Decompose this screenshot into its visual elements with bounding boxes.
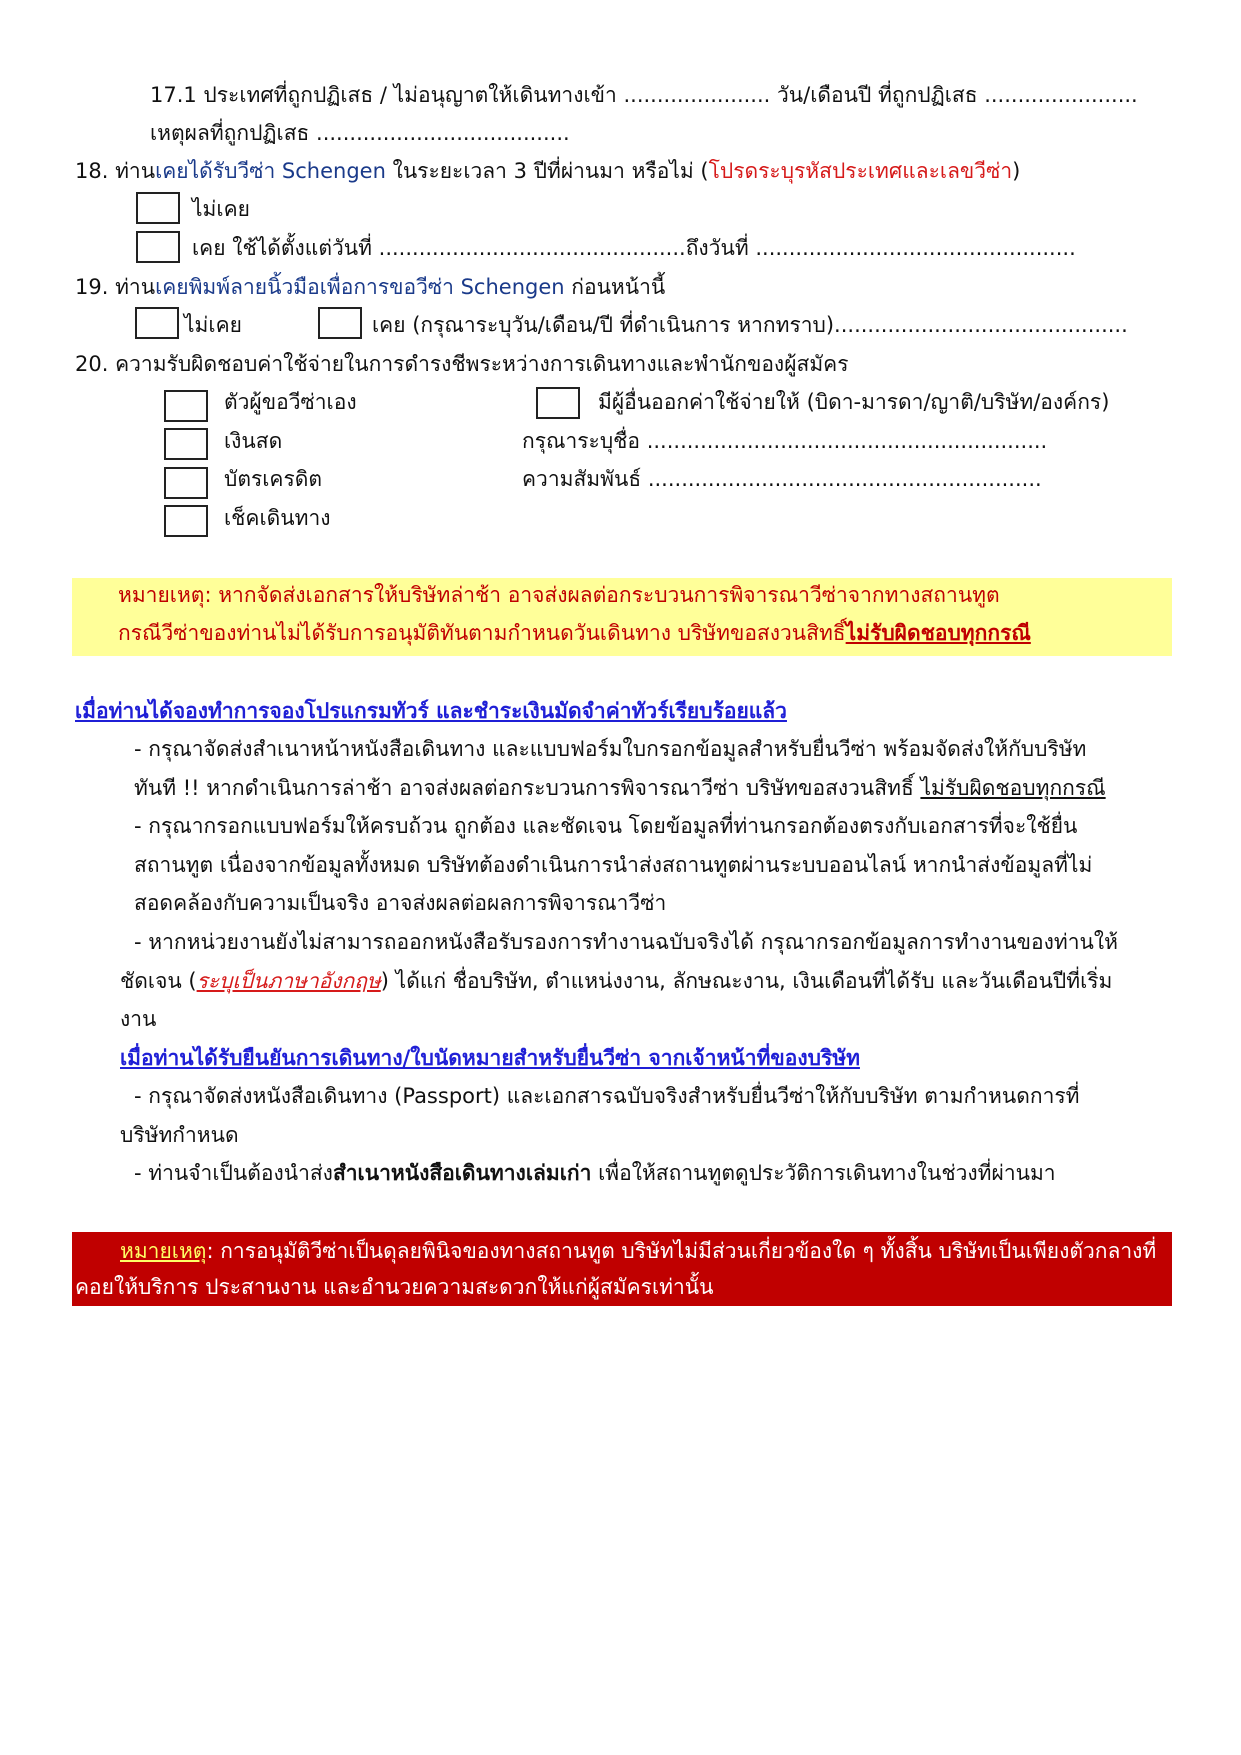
note1-line2 (118, 618, 1031, 648)
q17-1-line2: เหตุผลที่ถูกปฏิเสธ ...................................... (150, 121, 570, 145)
q20-cash-label: เงินสด (224, 429, 283, 453)
q20-cheque-label: เช็คเดินทาง (224, 506, 331, 530)
note2-label: หมายเหตุ (120, 1239, 207, 1263)
q20-name-field: กรุณาระบุชื่อ ............................................................ (522, 429, 1048, 453)
q19-question (75, 272, 665, 302)
note1-no-responsibility: ไม่รับผิดชอบทุกกรณี (845, 621, 1031, 645)
q18-never-checkbox[interactable] (136, 192, 180, 224)
q18-ever-checkbox[interactable] (136, 231, 180, 263)
q20-self-label: ตัวผู้ขอวีซ่าเอง (224, 390, 357, 414)
section1-p3-line3: งาน (120, 1007, 157, 1031)
section1-p1-line1: - กรุณาจัดส่งสำเนาหน้าหนังสือเดินทาง และแบบฟอร์มใบกรอกข้อมูลสำหรับยื่นวีซ่า พร้อมจัดส่งให้กับบริษัท (134, 737, 1087, 761)
q20-relation-field: ความสัมพันธ์ ........................................................... (522, 467, 1042, 491)
q18-suffix: ) (1012, 159, 1021, 183)
q19-ever-label: เคย (กรุณาระบุวัน/เดือน/ปี ที่ดำเนินการ หากทราบ)............................................ (372, 313, 1128, 337)
section2-p2 (134, 1158, 1056, 1188)
q20-other-label: มีผู้อื่นออกค่าใช้จ่ายให้ (บิดา-มารดา/ญาติ/บริษัท/องค์กร) (598, 390, 1110, 414)
q20-cash-checkbox[interactable] (164, 428, 208, 460)
section2-p1-line2: บริษัทกำหนด (120, 1123, 239, 1147)
section1-p3-line2 (120, 966, 1112, 996)
q20-credit-checkbox[interactable] (164, 467, 208, 499)
q17-1-line1: 17.1 ประเทศที่ถูกปฏิเสธ / ไม่อนุญาตให้เดินทางเข้า ...................... วัน/เดือนปี ที่ถูกปฏิเสธ ....................... (150, 83, 1138, 107)
note2-line1 (120, 1236, 1156, 1266)
section1-p2-line2: สถานทูต เนื่องจากข้อมูลทั้งหมด บริษัทต้องดำเนินการนำส่งสถานทูตผ่านระบบออนไลน์ หากนำส่งข้อมูลที่ไม่ (134, 853, 1093, 877)
q20-question: 20. ความรับผิดชอบค่าใช้จ่ายในการดำรงชีพระหว่างการเดินทางและพำนักของผู้สมัคร (75, 352, 849, 376)
section1-heading[interactable]: เมื่อท่านได้จองทำการจองโปรแกรมทัวร์ และชำระเงินมัดจำค่าทัวร์เรียบร้อยแล้ว (75, 699, 787, 723)
section1-p1-line2 (134, 773, 1106, 803)
note2-line1-text: : การอนุมัติวีซ่าเป็นดุลยพินิจของทางสถานทูต บริษัทไม่มีส่วนเกี่ยวข้องใด ๆ ทั้งสิ้น บริษัทเป็นเพียงตัวกลางที่ (206, 1239, 1157, 1263)
note2-line2: คอยให้บริการ ประสานงาน และอำนวยความสะดวกให้แก่ผู้สมัครเท่านั้น (75, 1275, 714, 1299)
section2-old-passport: สำเนาหนังสือเดินทางเล่มเก่า (332, 1161, 592, 1185)
q18-never-label: ไม่เคย (192, 197, 250, 221)
section1-p1-line2-text: ทันที !! หากดำเนินการล่าช้า อาจส่งผลต่อกระบวนการพิจารณาวีซ่า บริษัทขอสงวนสิทธิ์ (134, 776, 921, 800)
section2-p2-text-a: - ท่านจำเป็นต้องนำส่ง (134, 1161, 333, 1185)
note1-line2-text: กรณีวีซ่าของท่านไม่ได้รับการอนุมัติทันตามกำหนดวันเดินทาง บริษัทขอสงวนสิทธิ์ (118, 621, 846, 645)
section1-p2-line3: สอดคล้องกับความเป็นจริง อาจส่งผลต่อผลการพิจารณาวีซ่า (134, 891, 667, 915)
q19-never-checkbox[interactable] (135, 307, 179, 339)
q18-question (75, 156, 1020, 186)
note1-line1: หมายเหตุ: หากจัดส่งเอกสารให้บริษัทล่าช้า อาจส่งผลต่อกระบวนการพิจารณาวีซ่าจากทางสถานทูต (118, 583, 1000, 607)
q19-highlight: เคยพิมพ์ลายนิ้วมือเพื่อการขอวีซ่า Schengen (155, 275, 565, 299)
section1-english-note: ระบุเป็นภาษาอังกฤษ (196, 969, 381, 993)
q19-suffix: ก่อนหน้านี้ (564, 275, 666, 299)
q20-cheque-checkbox[interactable] (164, 505, 208, 537)
section1-p3-line1: - หากหน่วยงานยังไม่สามารถออกหนังสือรับรองการทำงานฉบับจริงได้ กรุณากรอกข้อมูลการทำงานของท่านให้ (134, 930, 1118, 954)
q18-middle: ในระยะเวลา 3 ปีที่ผ่านมา หรือไม่ ( (385, 159, 709, 183)
q19-prefix: 19. ท่าน (75, 275, 156, 299)
q20-self-checkbox[interactable] (164, 390, 208, 422)
q19-ever-checkbox[interactable] (318, 307, 362, 339)
q19-never-label: ไม่เคย (184, 313, 242, 337)
section2-p1-line1: - กรุณาจัดส่งหนังสือเดินทาง (Passport) และเอกสารฉบับจริงสำหรับยื่นวีซ่าให้กับบริษัท ตามกำหนดการที่ (134, 1084, 1080, 1108)
section2-heading[interactable]: เมื่อท่านได้รับยืนยันการเดินทาง/ใบนัดหมายสำหรับยื่นวีซ่า จากเจ้าหน้าที่ของบริษัท (120, 1046, 860, 1070)
section1-p3-text-a: ชัดเจน ( (120, 969, 197, 993)
q18-prefix: 18. ท่าน (75, 159, 156, 183)
q18-highlight: เคยได้รับวีซ่า Schengen (155, 159, 386, 183)
q20-credit-label: บัตรเครดิต (224, 467, 323, 491)
section2-p2-text-c: เพื่อให้สถานทูตดูประวัติการเดินทางในช่วงที่ผ่านมา (591, 1161, 1056, 1185)
q18-red-note: โปรดระบุรหัสประเทศและเลขวีซ่า (708, 159, 1013, 183)
section1-no-responsibility: ไม่รับผิดชอบทุกกรณี (920, 776, 1106, 800)
section1-p3-text-c: ) ได้แก่ ชื่อบริษัท, ตำแหน่งงาน, ลักษณะงาน, เงินเดือนที่ได้รับ และวันเดือนปีที่เริ่ม (380, 969, 1113, 993)
q20-other-checkbox[interactable] (536, 387, 580, 419)
q18-ever-label: เคย ใช้ได้ตั้งแต่วันที่ ..............................................ถึงวันที่ ................................................ (192, 236, 1076, 260)
section1-p2-line1: - กรุณากรอกแบบฟอร์มให้ครบถ้วน ถูกต้อง และชัดเจน โดยข้อมูลที่ท่านกรอกต้องตรงกับเอกสารที่จะใช้ยื่น (134, 814, 1078, 838)
